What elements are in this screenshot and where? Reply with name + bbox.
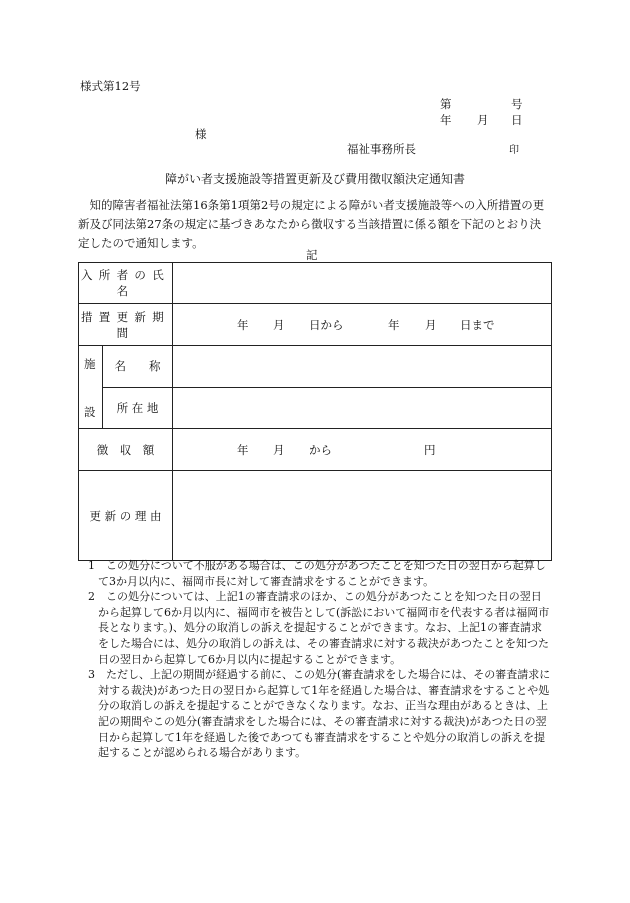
- date-day: 日: [511, 113, 523, 127]
- period-from: 日から: [309, 318, 344, 332]
- period-to: 日まで: [460, 318, 495, 332]
- table-row: [79, 346, 552, 388]
- table-row: [79, 429, 552, 471]
- note-item: [78, 589, 552, 667]
- resident-name-label: 入所者の氏名: [79, 263, 173, 304]
- facility-address-label: 所 在 地: [103, 387, 173, 429]
- intro-paragraph: [78, 196, 552, 253]
- reason-field[interactable]: [173, 471, 552, 561]
- note-text: この処分については、上記1の審査請求のほか、この処分があつたことを知つた日の翌日から起算して6か月以内に、福岡市を被告として(訴訟において福岡市を代表する者は福岡市長となります。)、処分の取消しの訴えを提起することができます。なお、上記1の審査請求をした場合には、処分の取消しの訴えは、その審査請求に対する裁決があつたことを知つた日の翌日から起算して6か月以内に提起することができます。: [98, 590, 550, 666]
- facility-label-2: 設: [84, 405, 96, 419]
- note-text: ただし、上記の期間が経過する前に、この処分(審査請求をした場合には、その審査請求に対する裁決)があつた日の翌日から起算して1年を経過した場合は、審査請求をすることや処分の取消しの訴えを提起することができなくなります。なお、正当な理由があるときは、上記の期間やこの処分(審査請求をした場合には、その審査請求に対する裁決)があつた日の翌日から起算して1年を経過した後であつても審査請求をすることや処分の取消しの訴えを提起することが認められる場合があります。: [98, 668, 551, 760]
- reason-label: 更 新 の 理 由: [79, 471, 173, 561]
- addressee-suffix: 様: [195, 127, 207, 141]
- period-year-1: 年: [237, 318, 249, 332]
- notes: [78, 558, 552, 761]
- doc-number-prefix: 第: [440, 97, 452, 111]
- collection-yen: 円: [424, 443, 436, 457]
- ki-label: 記: [306, 248, 318, 262]
- table-row: [79, 263, 552, 304]
- table-row: [79, 471, 552, 561]
- doc-number-suffix: 号: [511, 97, 523, 111]
- intro-text: 知的障害者福祉法第16条第1項第2号の規定による障がい者支援施設等への入所措置の更新及び同法第27条の規定に基づきあなたから徴収する当該措置に係る額を下記のとおり決定したので通知します。: [78, 198, 545, 250]
- date-year: 年: [440, 113, 452, 127]
- facility-name-field[interactable]: [173, 346, 552, 388]
- collection-from: から: [309, 443, 333, 457]
- table-row: [79, 387, 552, 429]
- collection-year: 年: [237, 443, 249, 457]
- period-month-1: 月: [273, 318, 285, 332]
- period-month-2: 月: [425, 318, 437, 332]
- issuer: 福祉事務所長: [347, 142, 416, 156]
- form-number: 様式第12号: [80, 79, 141, 93]
- notice-table: [78, 262, 552, 561]
- resident-name-field[interactable]: [173, 263, 552, 304]
- note-item: [78, 558, 552, 589]
- facility-name-label: 名 称: [103, 346, 173, 388]
- note-text: この処分について不服がある場合は、この処分があつたことを知つた日の翌日から起算して3か月以内に、福岡市長に対して審査請求をすることができます。: [98, 559, 546, 588]
- collection-month: 月: [273, 443, 285, 457]
- renewal-period-field[interactable]: [173, 304, 552, 346]
- note-number: 3: [88, 668, 95, 682]
- collection-field[interactable]: [173, 429, 552, 471]
- date-month: 月: [477, 113, 489, 127]
- stamp-mark: 印: [509, 145, 519, 156]
- period-year-2: 年: [388, 318, 400, 332]
- renewal-period-label: 措置更新期間: [79, 304, 173, 346]
- note-number: 1: [88, 559, 95, 572]
- facility-address-field[interactable]: [173, 387, 552, 429]
- table-row: [79, 304, 552, 346]
- note-number: 2: [88, 590, 95, 604]
- facility-label-cell: [79, 346, 103, 429]
- note-item: [78, 667, 552, 761]
- document-title: 障がい者支援施設等措置更新及び費用徴収額決定通知書: [165, 172, 466, 186]
- facility-label-1: 施: [84, 357, 96, 371]
- collection-label: 徴 収 額: [79, 429, 173, 471]
